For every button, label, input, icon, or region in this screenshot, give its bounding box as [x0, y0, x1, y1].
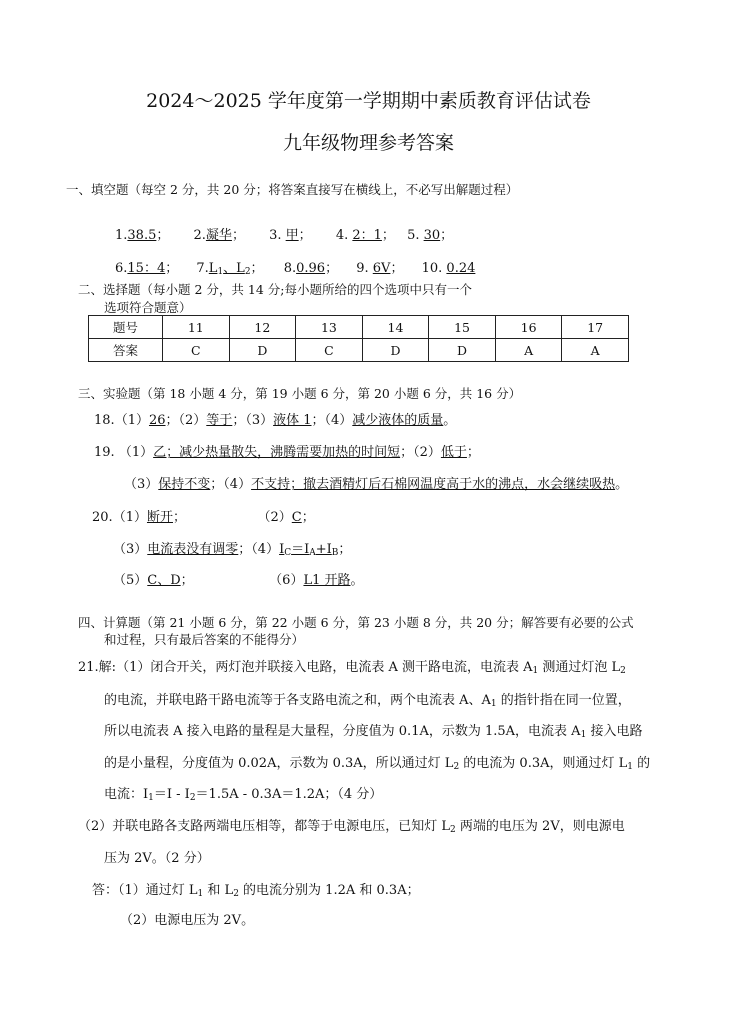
fill-item-3: 3. 甲；	[269, 228, 312, 243]
table-cell: 14	[362, 316, 429, 339]
table-cell: 12	[229, 316, 296, 339]
q18-line: 18.（1）26；（2）等于；（3）液体 1；（4）减少液体的质量。	[94, 413, 457, 428]
calc-section-heading-cont: 和过程，只有最后答案的不能得分）	[104, 632, 305, 647]
fill-item-6: 6.15：4；	[115, 261, 179, 276]
q21-line-4: 的是小量程，分度值为 0.02A，示数为 0.3A，所以通过灯 $L_2$ 的电流为 0.3A，则通过灯 $L_1$ 的	[104, 756, 651, 772]
q20-line-1: 20.（1）断开； （2）C；	[92, 510, 315, 525]
q21-line-6: （2）并联电路各支路两端电压相等，都等于电源电压，已知灯 $L_2$ 两端的电压为 2V，则电源电	[78, 819, 625, 835]
fill-item-1: 1.38.5；	[115, 228, 170, 243]
table-cell: D	[362, 339, 429, 362]
table-row-numbers	[89, 316, 629, 339]
q21-line-3: 所以电流表 A 接入电路的量程是大量程，分度值为 0.1A，示数为 1.5A，电流表 $A_1$ 接入电路	[104, 724, 643, 740]
q21-line-7: 压为 2V。（2 分）	[104, 851, 210, 866]
calc-section-heading: 四、计算题（第 21 小题 6 分，第 22 小题 6 分，第 23 小题 8 分，共 20 分；解答要有必要的公式	[78, 615, 634, 630]
q21-line-5: 电流：$I_1=I - I_2=1.5A - 0.3A=1.2A$；（4 分）	[104, 787, 383, 803]
fill-item-4: 4. 2：1；	[335, 228, 395, 243]
q20-line-3: （5）C、D； （6）L1 开路。	[113, 573, 364, 588]
choice-section-heading-cont: 选项符合题意）	[104, 300, 192, 315]
fill-item-7: $7.L_1$、$L_2$；	[196, 261, 264, 277]
table-cell: C	[163, 339, 230, 362]
table-cell: 13	[296, 316, 363, 339]
table-cell: C	[296, 339, 363, 362]
table-cell: 16	[495, 316, 562, 339]
table-cell: 17	[562, 316, 629, 339]
fill-answers-row-1	[115, 224, 453, 243]
q21-line-2: 的电流，并联电路干路电流等于各支路电流之和，两个电流表 A、$A_1$ 的指针指在同一位置，	[104, 693, 631, 709]
document-subtitle: 九年级物理参考答案	[282, 132, 454, 154]
table-cell: 11	[163, 316, 230, 339]
fill-section-heading: 一、填空题（每空 2 分，共 20 分；将答案直接写在横线上，不必写出解题过程）	[66, 182, 519, 197]
q21-answer-1: 答：（1）通过灯 $L_1$ 和 $L_2$ 的电流分别为 1.2A 和 0.3A；	[92, 883, 420, 899]
q19-line-2: （3）保持不变；（4）不支持；撤去酒精灯后石棉网温度高于水的沸点，水会继续吸热。	[124, 477, 629, 492]
q21-answer-2: （2）电源电压为 2V。	[120, 913, 255, 928]
choice-answer-table	[88, 315, 629, 362]
fill-item-10: 10. 0.24	[421, 261, 476, 276]
table-header-label: 题号	[89, 316, 163, 339]
table-cell: D	[429, 339, 496, 362]
choice-section-heading: 二、选择题（每小题 2 分，共 14 分;每小题所给的四个选项中只有一个	[78, 282, 472, 297]
fill-item-5: 5. 30；	[407, 228, 454, 243]
table-cell: A	[495, 339, 562, 362]
table-cell: 15	[429, 316, 496, 339]
q21-line-1: 21.解:（1）闭合开关，两灯泡并联接入电路，电流表 A 测干路电流，电流表 $A_1$ 测通过灯泡 $L_2$	[78, 660, 626, 676]
document-title: 2024～2025 学年度第一学期期中素质教育评估试卷	[146, 90, 591, 112]
fill-item-2: 2.凝华；	[193, 228, 245, 243]
q20-line-2: （3）电流表没有调零；$(4)I_C=I_A+I_B$；	[113, 542, 352, 558]
q19-line-1: 19. （1）乙；减少热量散失，沸腾需要加热的时间短；（2）低于；	[94, 445, 480, 460]
table-row-answers	[89, 339, 629, 362]
fill-item-8: 8.0.96；	[283, 261, 339, 276]
experiment-section-heading: 三、实验题（第 18 小题 4 分，第 19 小题 6 分，第 20 小题 6 分，共 16 分）	[78, 386, 522, 401]
table-cell: D	[229, 339, 296, 362]
table-answer-label: 答案	[89, 339, 163, 362]
table-cell: A	[562, 339, 629, 362]
fill-answers-row-2	[115, 257, 475, 277]
fill-item-9: 9. 6V；	[356, 261, 404, 276]
